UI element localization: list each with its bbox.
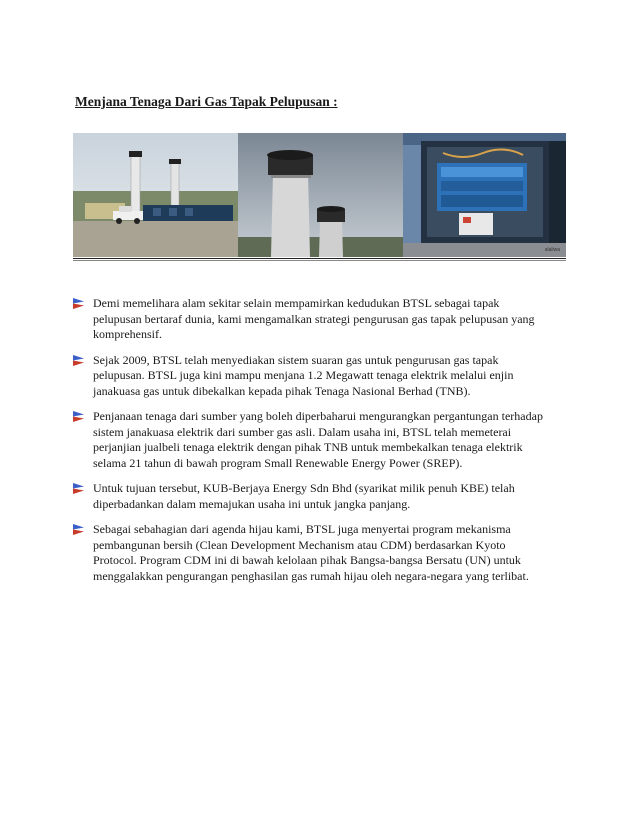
list-item <box>73 353 543 400</box>
photo-strip-rule <box>73 258 566 259</box>
arrow-bullet-icon <box>73 355 84 366</box>
bullet-text: Sejak 2009, BTSL telah menyediakan sistem suaran gas untuk pengurusan gas tapak pelupusan. BTSL juga kini mampu menjana 1.2 Megawatt tenaga elektrik melalui enjin janakuasa gas untuk dibekalkan kepada pihak Tenaga Nasional Berhad (TNB). <box>93 352 514 398</box>
bullet-text: Penjanaan tenaga dari sumber yang boleh diperbaharui mengurangkan pergantungan terhadap sistem janakuasa elektrik dari sumber gas asli. Dalam usaha ini, BTSL telah memeterai perjanjian jualbeli tenaga elektrik dengan pihak TNB untuk membekalkan tenaga elektrik selama 21 tahun di bawah program Small Renewable Energy Power (SREP). <box>93 409 543 470</box>
arrow-bullet-icon <box>73 411 84 422</box>
arrow-bullet-icon <box>73 524 84 535</box>
arrow-bullet-icon <box>73 298 84 309</box>
page-heading: Menjana Tenaga Dari Gas Tapak Pelupusan : <box>75 94 338 109</box>
photo-caption: alaliwa <box>544 247 560 253</box>
gas-flare-towers-photo <box>238 133 403 257</box>
bullet-text: Demi memelihara alam sekitar selain mempamirkan kedudukan BTSL sebagai tapak pelupusan bertaraf dunia, kami mengamalkan strategi pengurusan gas tapak pelupusan yang komprehensif. <box>93 296 535 341</box>
bullet-list <box>73 296 543 594</box>
bullet-text: Sebagai sebahagian dari agenda hijau kami, BTSL juga menyertai program mekanisma pembangunan bersih (Clean Development Mechanism atau CDM) berdasarkan Kyoto Protocol. Program CDM ini di bawah kelolaan pihak Bangsa-bangsa Bersatu (UN) untuk menggalakkan pengurangan penghasilan gas rumah hijau oleh negara-negara yang terlibat. <box>93 522 529 583</box>
list-item <box>73 409 543 471</box>
gas-engine-generator-photo <box>403 133 566 257</box>
arrow-bullet-icon <box>73 483 84 494</box>
bullet-text: Untuk tujuan tersebut, KUB-Berjaya Energy Sdn Bhd (syarikat milik penuh KBE) telah diperbadankan dalam memajukan usaha ini untuk jangka panjang. <box>93 481 515 511</box>
list-item <box>73 296 543 343</box>
landfill-gas-plant-photo <box>73 133 238 257</box>
photo-strip-rule-thin <box>73 260 566 261</box>
photo-strip <box>73 133 566 257</box>
list-item <box>73 522 543 584</box>
list-item <box>73 481 543 512</box>
